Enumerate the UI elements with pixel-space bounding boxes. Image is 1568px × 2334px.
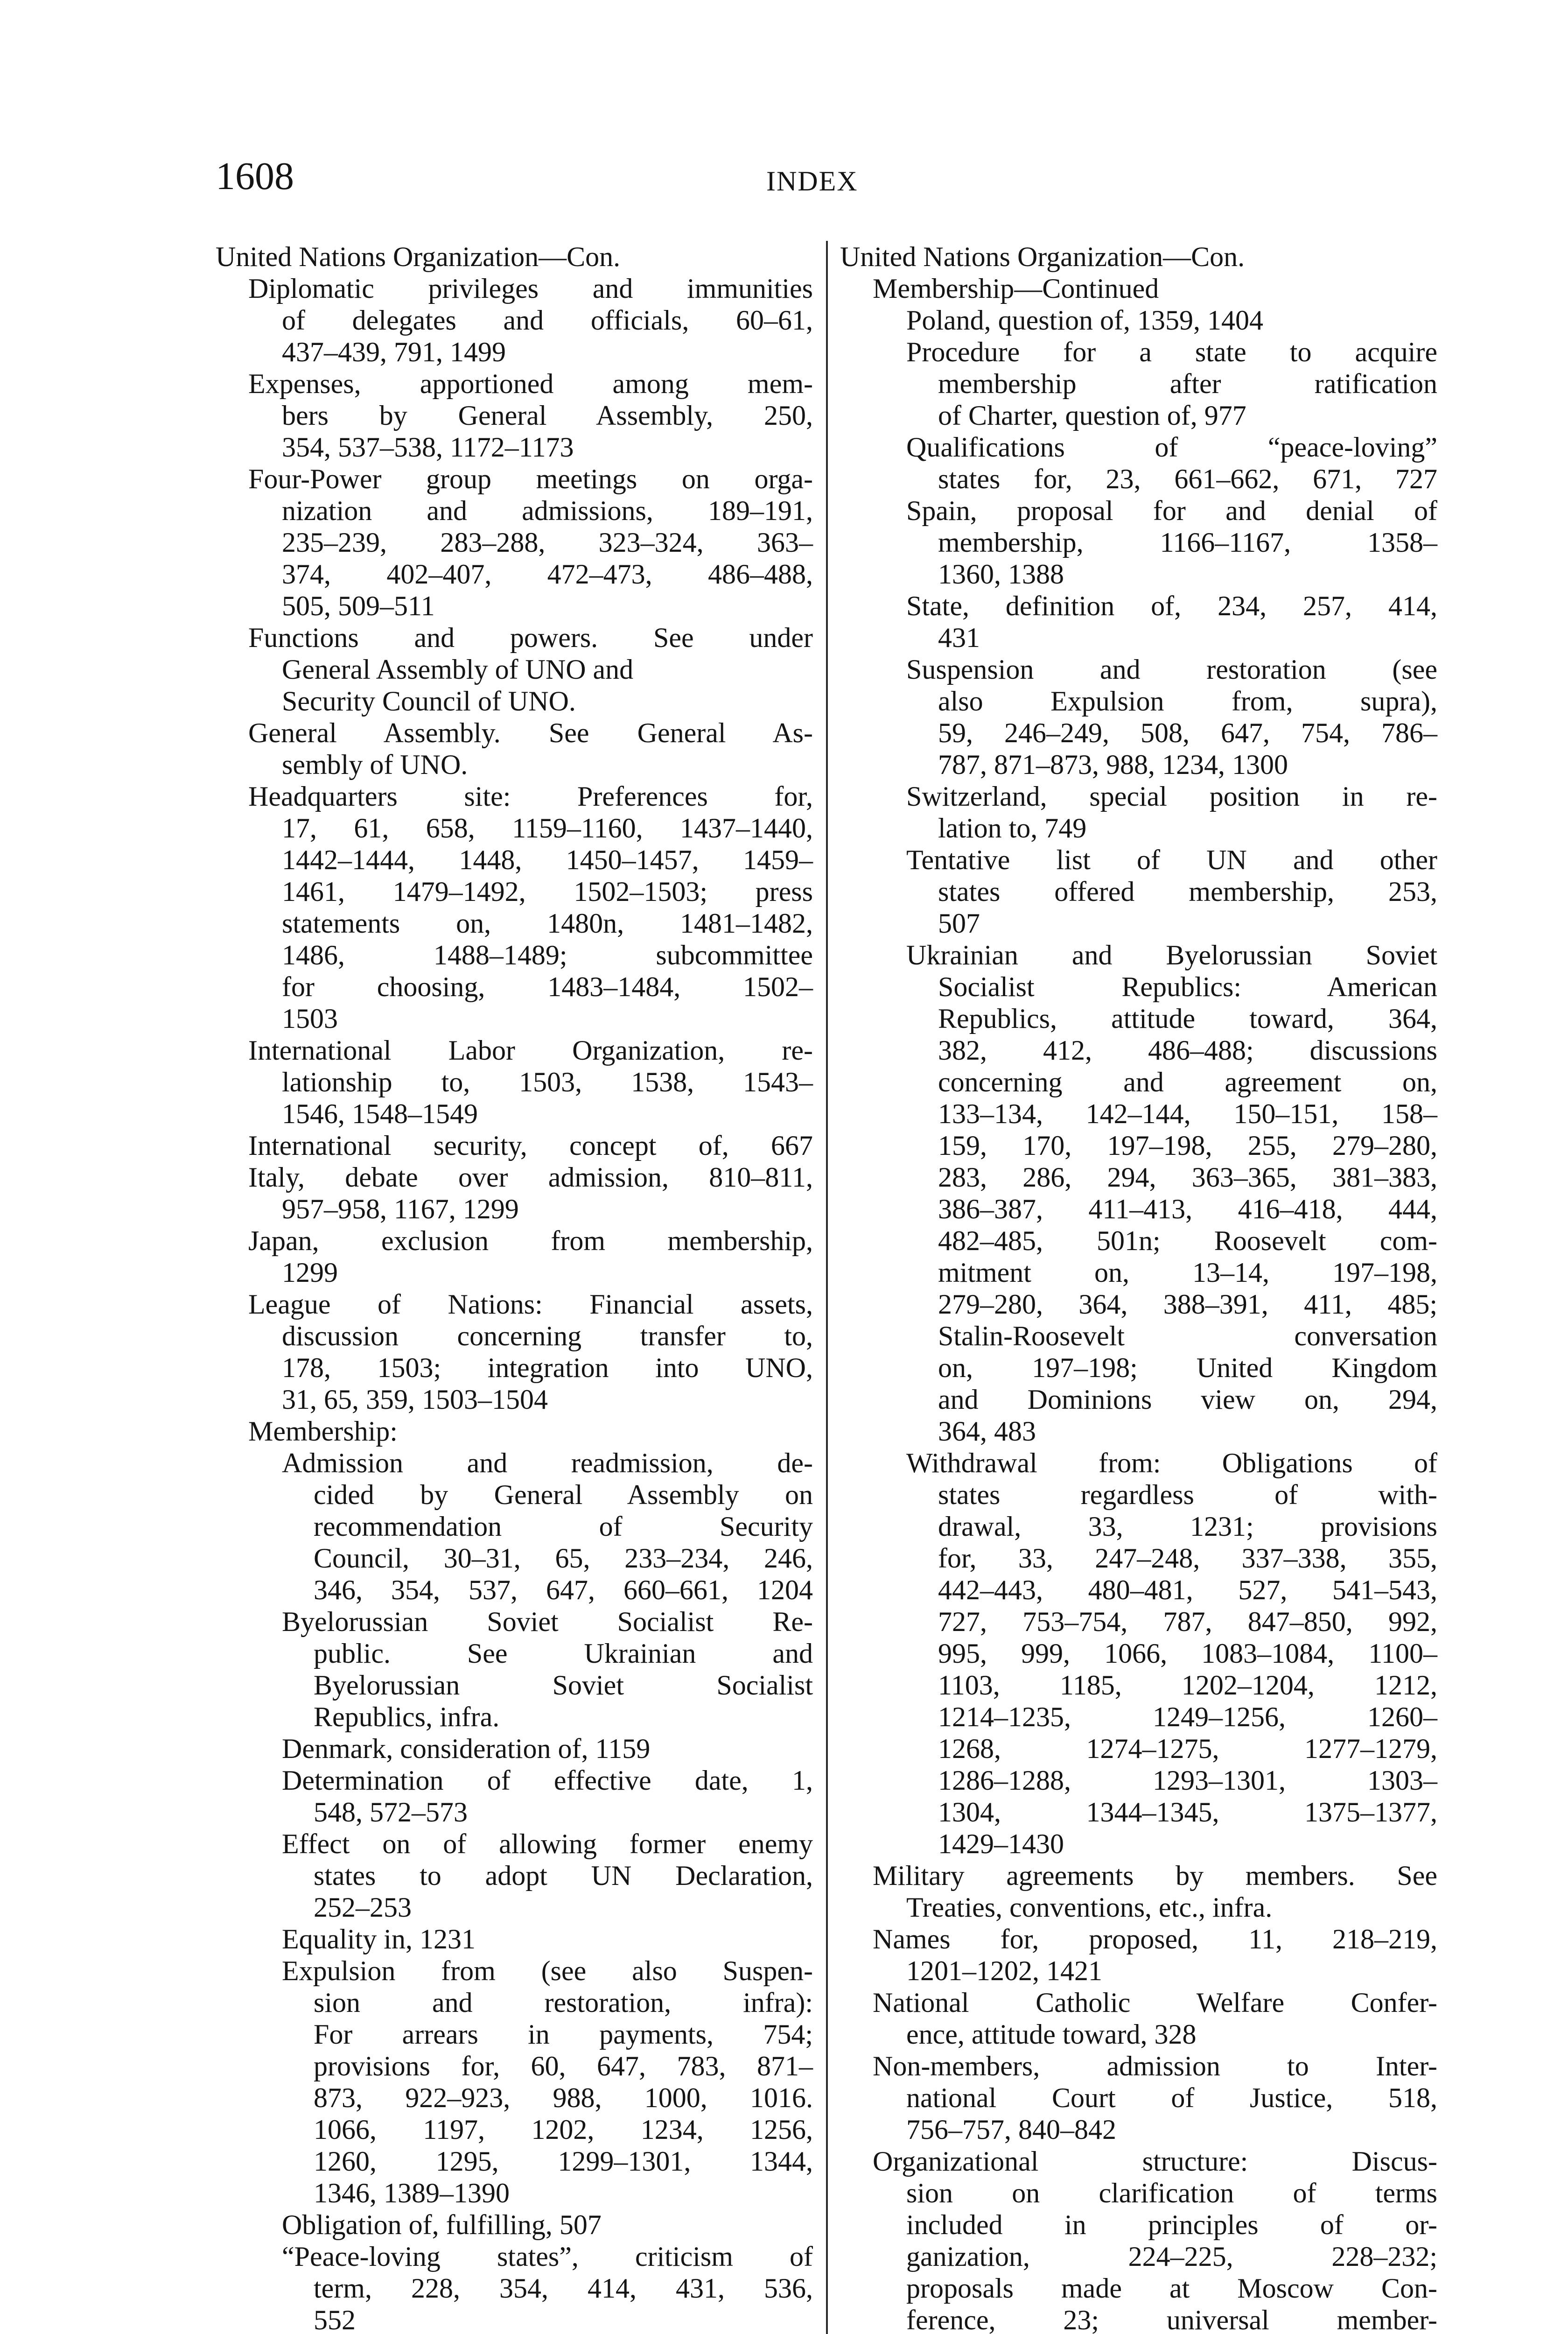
index-line: Spain, proposal for and denial of <box>906 495 1437 526</box>
index-line: Suspension and restoration (see <box>906 654 1437 685</box>
index-line: General Assembly of UNO and <box>282 654 634 685</box>
index-line: 1360, 1388 <box>938 559 1064 590</box>
index-line: 442–443, 480–481, 527, 541–543, <box>938 1575 1437 1605</box>
index-line: lation to, 749 <box>938 813 1087 844</box>
index-line: 1461, 1479–1492, 1502–1503; press <box>282 876 813 907</box>
index-line: discussion concerning transfer to, <box>282 1321 813 1351</box>
index-line: 552 <box>314 2305 356 2334</box>
index-line: Admission and readmission, de- <box>282 1448 813 1478</box>
index-line: Switzerland, special position in re- <box>906 781 1437 812</box>
index-line: 1214–1235, 1249–1256, 1260– <box>938 1701 1437 1732</box>
index-line: 382, 412, 486–488; discussions <box>938 1035 1437 1066</box>
index-line: 1286–1288, 1293–1301, 1303– <box>938 1765 1437 1796</box>
index-line: United Nations Organization—Con. <box>216 241 621 272</box>
index-line: Poland, question of, 1359, 1404 <box>906 305 1263 336</box>
index-line: 548, 572–573 <box>314 1797 468 1828</box>
index-line: cided by General Assembly on <box>314 1479 813 1510</box>
column-divider <box>826 241 828 2334</box>
index-line: states offered membership, 253, <box>938 876 1437 907</box>
index-line: Expulsion from (see also Suspen- <box>282 1955 813 1986</box>
index-line: 235–239, 283–288, 323–324, 363– <box>282 527 813 558</box>
index-line: 59, 246–249, 508, 647, 754, 786– <box>938 717 1437 748</box>
index-line: 1201–1202, 1421 <box>906 1955 1102 1986</box>
index-line: 995, 999, 1066, 1083–1084, 1100– <box>938 1638 1437 1669</box>
index-line: Tentative list of UN and other <box>906 844 1437 875</box>
index-line: International security, concept of, 667 <box>248 1130 813 1161</box>
index-line: 252–253 <box>314 1892 412 1923</box>
index-line: Qualifications of “peace-loving” <box>906 432 1437 463</box>
index-line: Stalin-Roosevelt conversation <box>938 1321 1437 1351</box>
index-line: Republics, attitude toward, 364, <box>938 1003 1437 1034</box>
index-line: states to adopt UN Declaration, <box>314 1860 813 1891</box>
index-line: Procedure for a state to acquire <box>906 337 1437 367</box>
index-line: General Assembly. See General As- <box>248 717 813 748</box>
index-line: Diplomatic privileges and immunities <box>248 273 813 304</box>
index-line: Ukrainian and Byelorussian Soviet <box>906 940 1437 970</box>
index-line: State, definition of, 234, 257, 414, <box>906 591 1437 621</box>
index-line: 507 <box>938 908 980 939</box>
index-line: League of Nations: Financial assets, <box>248 1289 813 1320</box>
index-line: 1346, 1389–1390 <box>314 2178 510 2208</box>
index-line: Withdrawal from: Obligations of <box>906 1448 1437 1478</box>
index-line: 283, 286, 294, 363–365, 381–383, <box>938 1162 1437 1193</box>
index-line: sion and restoration, infra): <box>314 1987 813 2018</box>
index-line: 17, 61, 658, 1159–1160, 1437–1440, <box>282 813 813 844</box>
index-line: 354, 537–538, 1172–1173 <box>282 432 574 463</box>
index-column-right <box>840 241 1437 2334</box>
index-line: National Catholic Welfare Confer- <box>873 1987 1437 2018</box>
index-line: Byelorussian Soviet Socialist <box>314 1670 813 1701</box>
index-line: concerning and agreement on, <box>938 1067 1437 1097</box>
index-line: 386–387, 411–413, 416–418, 444, <box>938 1194 1437 1224</box>
index-line: 1503 <box>282 1003 338 1034</box>
index-line: 374, 402–407, 472–473, 486–488, <box>282 559 813 590</box>
index-line: statements on, 1480n, 1481–1482, <box>282 908 813 939</box>
index-line: 1260, 1295, 1299–1301, 1344, <box>314 2146 813 2177</box>
index-line: 1268, 1274–1275, 1277–1279, <box>938 1733 1437 1764</box>
index-line: 756–757, 840–842 <box>906 2114 1116 2145</box>
index-line: Socialist Republics: American <box>938 971 1437 1002</box>
index-line: of Charter, question of, 977 <box>938 400 1246 431</box>
index-line: Membership: <box>248 1416 398 1447</box>
index-line: of delegates and officials, 60–61, <box>282 305 813 336</box>
index-line: bers by General Assembly, 250, <box>282 400 813 431</box>
index-line: 279–280, 364, 388–391, 411, 485; <box>938 1289 1437 1320</box>
index-line: Military agreements by members. See <box>873 1860 1437 1891</box>
index-line: 957–958, 1167, 1299 <box>282 1194 519 1224</box>
index-line: mitment on, 13–14, 197–198, <box>938 1257 1437 1288</box>
index-line: Expenses, apportioned among mem- <box>248 368 813 399</box>
index-line: provisions for, 60, 647, 783, 871– <box>314 2051 813 2081</box>
index-line: International Labor Organization, re- <box>248 1035 813 1066</box>
index-line: for choosing, 1483–1484, 1502– <box>282 971 813 1002</box>
index-line: 159, 170, 197–198, 255, 279–280, <box>938 1130 1437 1161</box>
index-line: 1066, 1197, 1202, 1234, 1256, <box>314 2114 813 2145</box>
index-column-left <box>216 241 813 2334</box>
index-line: membership after ratification <box>938 368 1437 399</box>
index-line: 133–134, 142–144, 150–151, 158– <box>938 1098 1437 1129</box>
index-line: included in principles of or- <box>906 2209 1437 2240</box>
index-line: Obligation of, fulfilling, 507 <box>282 2209 602 2240</box>
page-header <box>216 154 906 205</box>
index-line: 431 <box>938 622 980 653</box>
index-line: Treaties, conventions, etc., infra. <box>906 1892 1273 1923</box>
index-line: Non-members, admission to Inter- <box>873 2051 1437 2081</box>
index-line: 1299 <box>282 1257 338 1288</box>
index-line: 31, 65, 359, 1503–1504 <box>282 1384 548 1415</box>
index-line: United Nations Organization—Con. <box>840 241 1245 272</box>
index-line: Council, 30–31, 65, 233–234, 246, <box>314 1543 813 1574</box>
index-line: 437–439, 791, 1499 <box>282 337 506 367</box>
index-line: sembly of UNO. <box>282 749 468 780</box>
index-line: membership, 1166–1167, 1358– <box>938 527 1437 558</box>
index-line: Four-Power group meetings on orga- <box>248 464 813 494</box>
index-line: 1429–1430 <box>938 1828 1064 1859</box>
index-line: 505, 509–511 <box>282 591 435 621</box>
index-line: 727, 753–754, 787, 847–850, 992, <box>938 1606 1437 1637</box>
index-line: 1304, 1344–1345, 1375–1377, <box>938 1797 1437 1828</box>
index-line: states regardless of with- <box>938 1479 1437 1510</box>
index-line: “Peace-loving states”, criticism of <box>282 2241 813 2272</box>
index-line: and Dominions view on, 294, <box>938 1384 1437 1415</box>
index-line: 787, 871–873, 988, 1234, 1300 <box>938 749 1288 780</box>
index-line: Republics, infra. <box>314 1701 500 1732</box>
index-line: Byelorussian Soviet Socialist Re- <box>282 1606 813 1637</box>
index-line: 1546, 1548–1549 <box>282 1098 478 1129</box>
index-line: for, 33, 247–248, 337–338, 355, <box>938 1543 1437 1574</box>
index-line: drawal, 33, 1231; provisions <box>938 1511 1437 1542</box>
index-line: ference, 23; universal member- <box>906 2305 1437 2334</box>
index-line: Functions and powers. See under <box>248 622 813 653</box>
page-number: 1608 <box>216 155 294 198</box>
index-line: 346, 354, 537, 647, 660–661, 1204 <box>314 1575 813 1605</box>
running-head: INDEX <box>766 166 858 197</box>
index-line: sion on clarification of terms <box>906 2178 1437 2208</box>
index-line: Security Council of UNO. <box>282 686 576 717</box>
index-line: Japan, exclusion from membership, <box>248 1225 813 1256</box>
index-line: 364, 483 <box>938 1416 1036 1447</box>
index-line: 1442–1444, 1448, 1450–1457, 1459– <box>282 844 813 875</box>
index-line: Membership—Continued <box>873 273 1159 304</box>
index-line: Effect on of allowing former enemy <box>282 1828 813 1859</box>
index-line: 1103, 1185, 1202–1204, 1212, <box>938 1670 1437 1701</box>
index-line: 482–485, 501n; Roosevelt com- <box>938 1225 1437 1256</box>
index-line: Denmark, consideration of, 1159 <box>282 1733 651 1764</box>
index-line: 873, 922–923, 988, 1000, 1016. <box>314 2082 813 2113</box>
index-line: also Expulsion from, supra), <box>938 686 1437 717</box>
index-line: term, 228, 354, 414, 431, 536, <box>314 2273 813 2304</box>
index-line: Headquarters site: Preferences for, <box>248 781 813 812</box>
index-line: Determination of effective date, 1, <box>282 1765 813 1796</box>
index-line: proposals made at Moscow Con- <box>906 2273 1437 2304</box>
index-line: states for, 23, 661–662, 671, 727 <box>938 464 1437 494</box>
index-line: For arrears in payments, 754; <box>314 2019 813 2050</box>
index-line: national Court of Justice, 518, <box>906 2082 1437 2113</box>
index-line: Equality in, 1231 <box>282 1924 476 1954</box>
index-line: public. See Ukrainian and <box>314 1638 813 1669</box>
index-line: on, 197–198; United Kingdom <box>938 1352 1437 1383</box>
index-line: Italy, debate over admission, 810–811, <box>248 1162 813 1193</box>
index-line: recommendation of Security <box>314 1511 813 1542</box>
index-line: ence, attitude toward, 328 <box>906 2019 1197 2050</box>
index-line: lationship to, 1503, 1538, 1543– <box>282 1067 813 1097</box>
index-line: 1486, 1488–1489; subcommittee <box>282 940 813 970</box>
index-line: ganization, 224–225, 228–232; <box>906 2241 1437 2272</box>
index-line: nization and admissions, 189–191, <box>282 495 813 526</box>
index-line: Names for, proposed, 11, 218–219, <box>873 1924 1437 1954</box>
index-line: 178, 1503; integration into UNO, <box>282 1352 813 1383</box>
index-line: Organizational structure: Discus- <box>873 2146 1437 2177</box>
